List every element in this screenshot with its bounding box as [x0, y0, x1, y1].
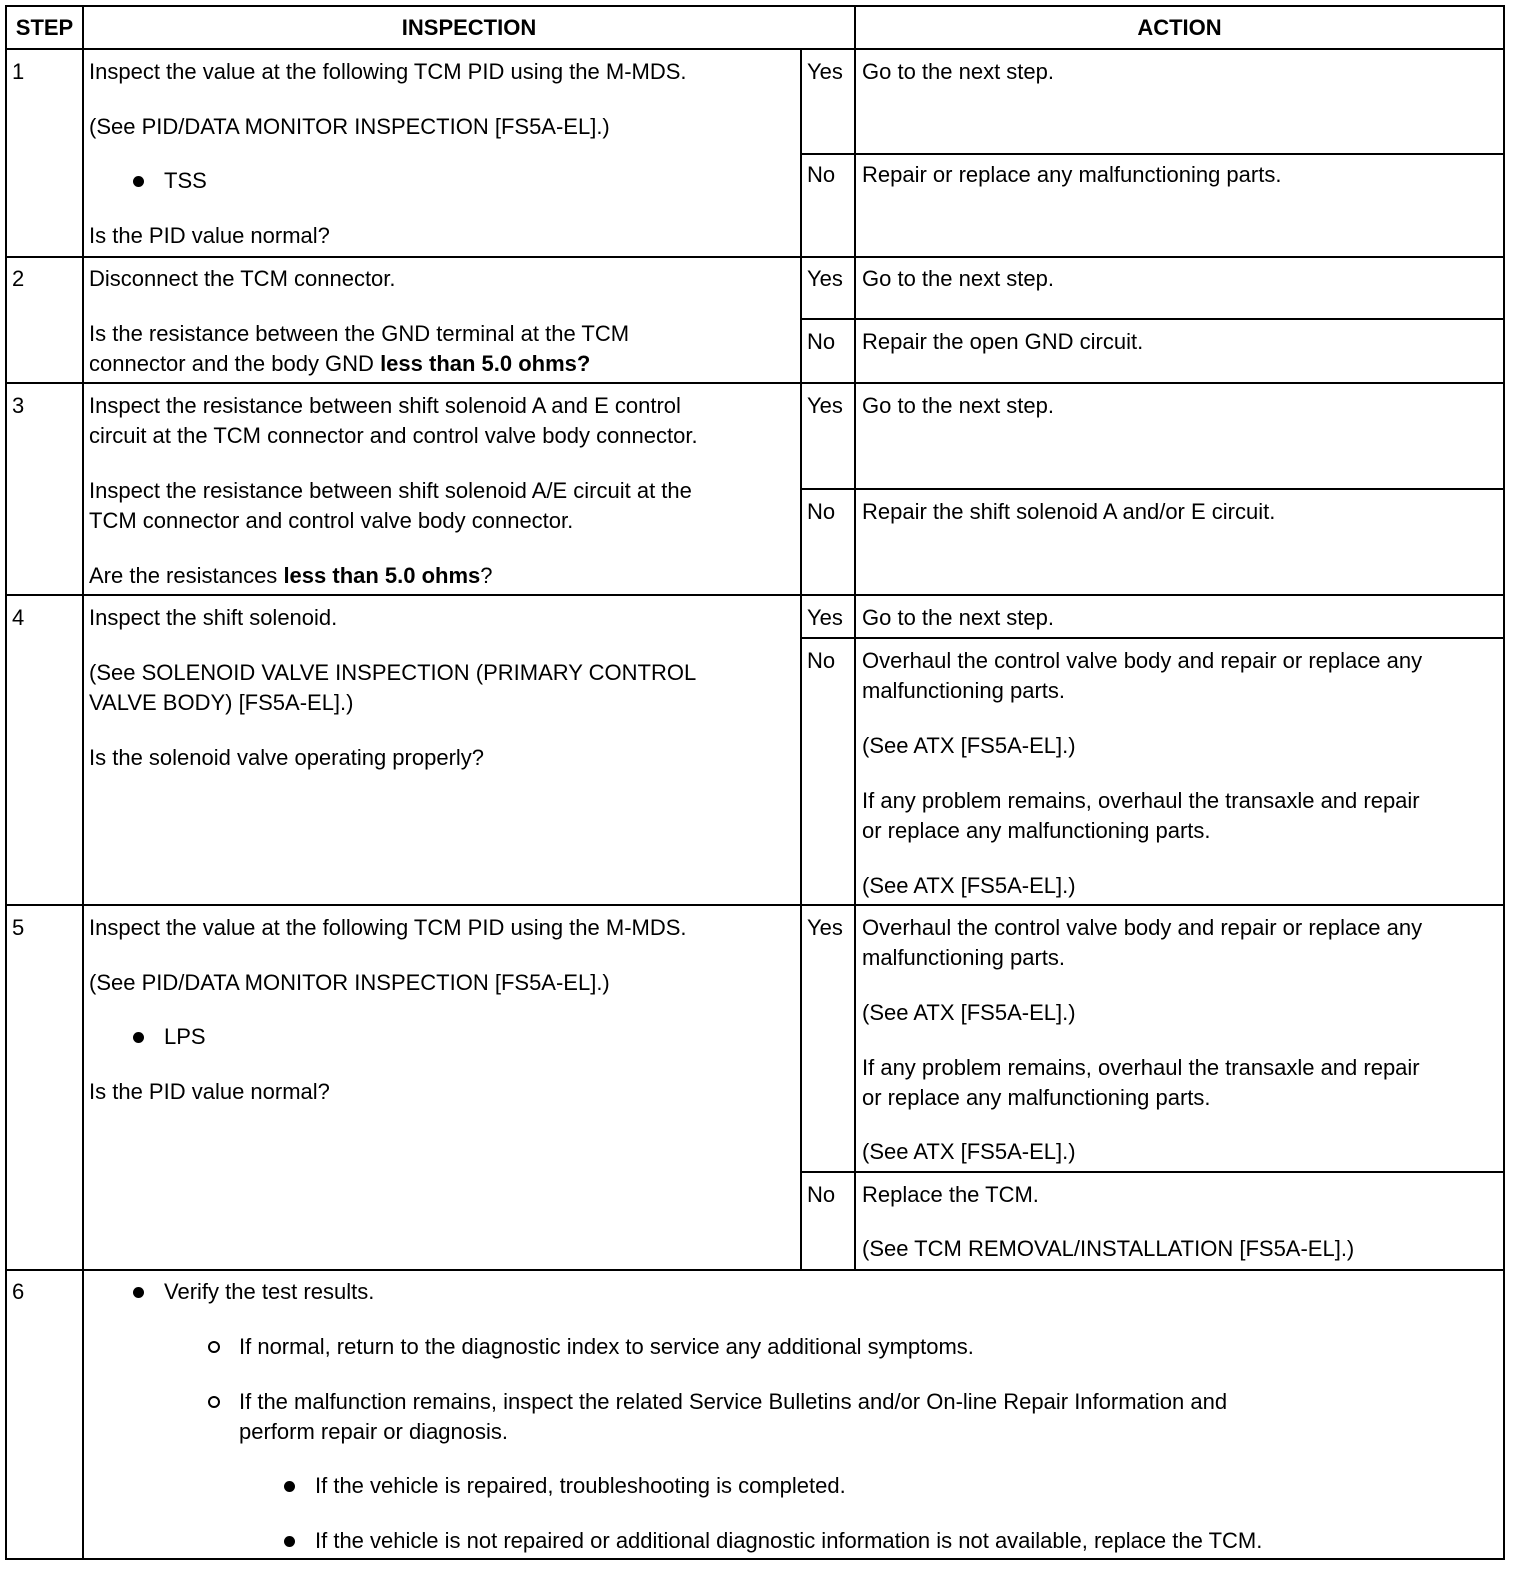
- inspection-text: Is the solenoid valve operating properly?: [89, 745, 485, 770]
- circle-bullet-icon: [208, 1396, 220, 1408]
- row-divider: [7, 594, 1503, 596]
- diagnostic-table: [5, 5, 1505, 1560]
- action-text: Replace the TCM.: [862, 1182, 1039, 1207]
- pid-item: TSS: [164, 168, 207, 193]
- step-number: 3: [12, 393, 25, 418]
- action-text: or replace any malfunctioning parts.: [862, 1085, 1211, 1110]
- yesno-divider: [801, 318, 1503, 320]
- action-text: If any problem remains, overhaul the transaxle and repair: [862, 788, 1420, 813]
- bullet-icon: [133, 1287, 144, 1298]
- verify-text: Verify the test results.: [164, 1279, 375, 1304]
- inspection-text: VALVE BODY) [FS5A-EL].): [89, 690, 354, 715]
- inspection-text: (See SOLENOID VALVE INSPECTION (PRIMARY CONTROL: [89, 660, 697, 685]
- action-text: Go to the next step.: [862, 59, 1055, 84]
- action-text: Repair or replace any malfunctioning parts.: [862, 162, 1282, 187]
- yesno-divider: [801, 488, 1503, 490]
- row-divider: [7, 48, 1503, 50]
- col-divider-yesno: [800, 49, 802, 1270]
- row-divider: [7, 904, 1503, 906]
- action-text: Repair the shift solenoid A and/or E circuit.: [862, 499, 1276, 524]
- inspection-text: circuit at the TCM connector and control valve body connector.: [89, 423, 698, 448]
- no-label: No: [807, 648, 836, 673]
- action-text: (See ATX [FS5A-EL].): [862, 733, 1076, 758]
- yes-label: Yes: [807, 266, 843, 291]
- step-number: 6: [12, 1279, 25, 1304]
- inspection-text: Is the resistance between the GND terminal at the TCM: [89, 321, 630, 346]
- no-label: No: [807, 499, 836, 524]
- inspection-text-part: Are the resistances: [89, 563, 284, 588]
- step-number: 5: [12, 915, 25, 940]
- yes-label: Yes: [807, 915, 843, 940]
- no-label: No: [807, 162, 836, 187]
- action-text: malfunctioning parts.: [862, 945, 1065, 970]
- verify-text: If normal, return to the diagnostic index to service any additional symptoms.: [239, 1334, 974, 1359]
- yes-label: Yes: [807, 59, 843, 84]
- inspection-text: Is the PID value normal?: [89, 223, 330, 248]
- header-step: STEP: [15, 15, 74, 40]
- inspection-text-part: connector and the body GND: [89, 351, 381, 376]
- pid-item: LPS: [164, 1024, 206, 1049]
- bullet-icon: [133, 176, 144, 187]
- bullet-icon: [284, 1536, 295, 1547]
- yesno-divider: [801, 153, 1503, 155]
- no-label: No: [807, 329, 836, 354]
- verify-text: perform repair or diagnosis.: [239, 1419, 509, 1444]
- col-divider-step: [82, 7, 84, 1558]
- action-text: Overhaul the control valve body and repair or replace any: [862, 648, 1423, 673]
- action-text: Go to the next step.: [862, 605, 1055, 630]
- action-text: Go to the next step.: [862, 393, 1055, 418]
- step-number: 4: [12, 605, 25, 630]
- verify-text: If the vehicle is not repaired or additional diagnostic information is not available, replace the TCM.: [315, 1528, 1263, 1553]
- action-text: If any problem remains, overhaul the transaxle and repair: [862, 1055, 1420, 1080]
- yesno-divider: [801, 1171, 1503, 1173]
- step-number: 2: [12, 266, 25, 291]
- action-text: Repair the open GND circuit.: [862, 329, 1144, 354]
- yes-label: Yes: [807, 605, 843, 630]
- circle-bullet-icon: [208, 1341, 220, 1353]
- action-text: Overhaul the control valve body and repair or replace any: [862, 915, 1423, 940]
- header-action: ACTION: [1137, 15, 1222, 40]
- inspection-emphasis: less than 5.0 ohms?: [380, 351, 591, 376]
- inspection-text: Inspect the resistance between shift solenoid A/E circuit at the: [89, 478, 692, 503]
- action-text: Go to the next step.: [862, 266, 1055, 291]
- inspection-text: Inspect the value at the following TCM PID using the M-MDS.: [89, 915, 687, 940]
- inspection-text: Disconnect the TCM connector.: [89, 266, 396, 291]
- inspection-text: Inspect the value at the following TCM PID using the M-MDS.: [89, 59, 687, 84]
- inspection-text: Inspect the resistance between shift solenoid A and E control: [89, 393, 681, 418]
- bullet-icon: [133, 1032, 144, 1043]
- row-divider: [7, 256, 1503, 258]
- inspection-emphasis: less than 5.0 ohms: [283, 563, 481, 588]
- inspection-text: (See PID/DATA MONITOR INSPECTION [FS5A-EL].): [89, 114, 610, 139]
- inspection-text: Inspect the shift solenoid.: [89, 605, 338, 630]
- row-divider: [7, 1269, 1503, 1271]
- step-number: 1: [12, 59, 25, 84]
- row-divider: [7, 382, 1503, 384]
- inspection-text-part: ?: [480, 563, 493, 588]
- yesno-divider: [801, 637, 1503, 639]
- col-divider-action: [854, 49, 856, 1270]
- header-inspection: INSPECTION: [401, 15, 537, 40]
- verify-text: If the malfunction remains, inspect the related Service Bulletins and/or On-line Repair Information and: [239, 1389, 1228, 1414]
- inspection-text: Is the PID value normal?: [89, 1079, 330, 1104]
- action-text: malfunctioning parts.: [862, 678, 1065, 703]
- inspection-text: [89, 349, 590, 379]
- inspection-text: (See PID/DATA MONITOR INSPECTION [FS5A-EL].): [89, 970, 610, 995]
- action-text: or replace any malfunctioning parts.: [862, 818, 1211, 843]
- bullet-icon: [284, 1481, 295, 1492]
- action-text: (See ATX [FS5A-EL].): [862, 873, 1076, 898]
- action-text: (See TCM REMOVAL/INSTALLATION [FS5A-EL].): [862, 1236, 1355, 1261]
- inspection-text: [89, 561, 493, 591]
- no-label: No: [807, 1182, 836, 1207]
- yes-label: Yes: [807, 393, 843, 418]
- action-text: (See ATX [FS5A-EL].): [862, 1139, 1076, 1164]
- action-text: (See ATX [FS5A-EL].): [862, 1000, 1076, 1025]
- inspection-text: TCM connector and control valve body connector.: [89, 508, 574, 533]
- verify-text: If the vehicle is repaired, troubleshooting is completed.: [315, 1473, 846, 1498]
